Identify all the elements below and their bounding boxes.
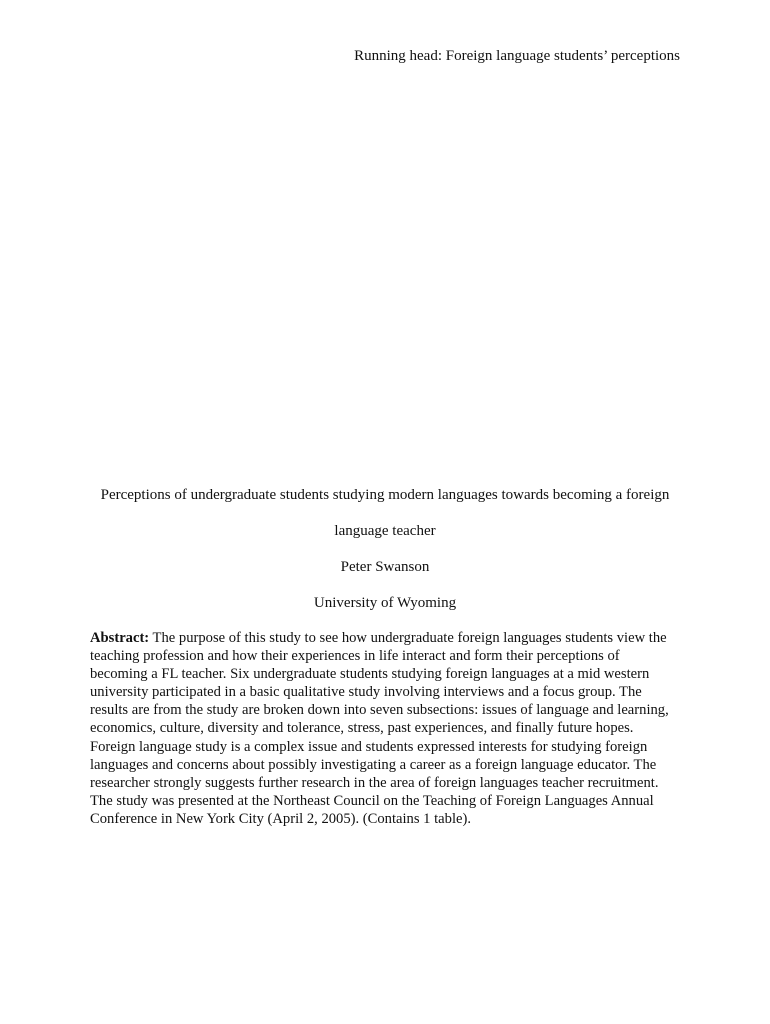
abstract-paragraph (90, 629, 680, 828)
paper-title-line-2: language teacher (334, 523, 436, 539)
abstract-text: The purpose of this study to see how undergraduate foreign languages students view the teaching profession and how their experiences in life interact and form their perceptions of becoming a FL teacher. Six undergraduate students studying foreign languages at a mid western university participated in a basic qualitative study involving interviews and a focus group. The results are from the study are broken down into seven subsections: issues of language and learning, economics, culture, diversity and tolerance, stress, past experiences, and finally future hopes. Foreign language study is a complex issue and students expressed interests for studying foreign languages and concerns about possibly investigating a career as a foreign language educator. The researcher strongly suggests further research in the area of foreign languages teacher recruitment. The study was presented at the Northeast Council on the Teaching of Foreign Languages Annual Conference in New York City (April 2, 2005). (Contains 1 table). (90, 630, 669, 827)
author-affiliation: University of Wyoming (313, 595, 457, 611)
title-block (90, 486, 680, 612)
author-name: Peter Swanson (340, 559, 430, 575)
running-head: Running head: Foreign language students’ perceptions (354, 48, 680, 64)
abstract-label: Abstract: (90, 630, 150, 646)
paper-title-line-1: Perceptions of undergraduate students studying modern languages towards becoming a foreign (100, 487, 670, 503)
